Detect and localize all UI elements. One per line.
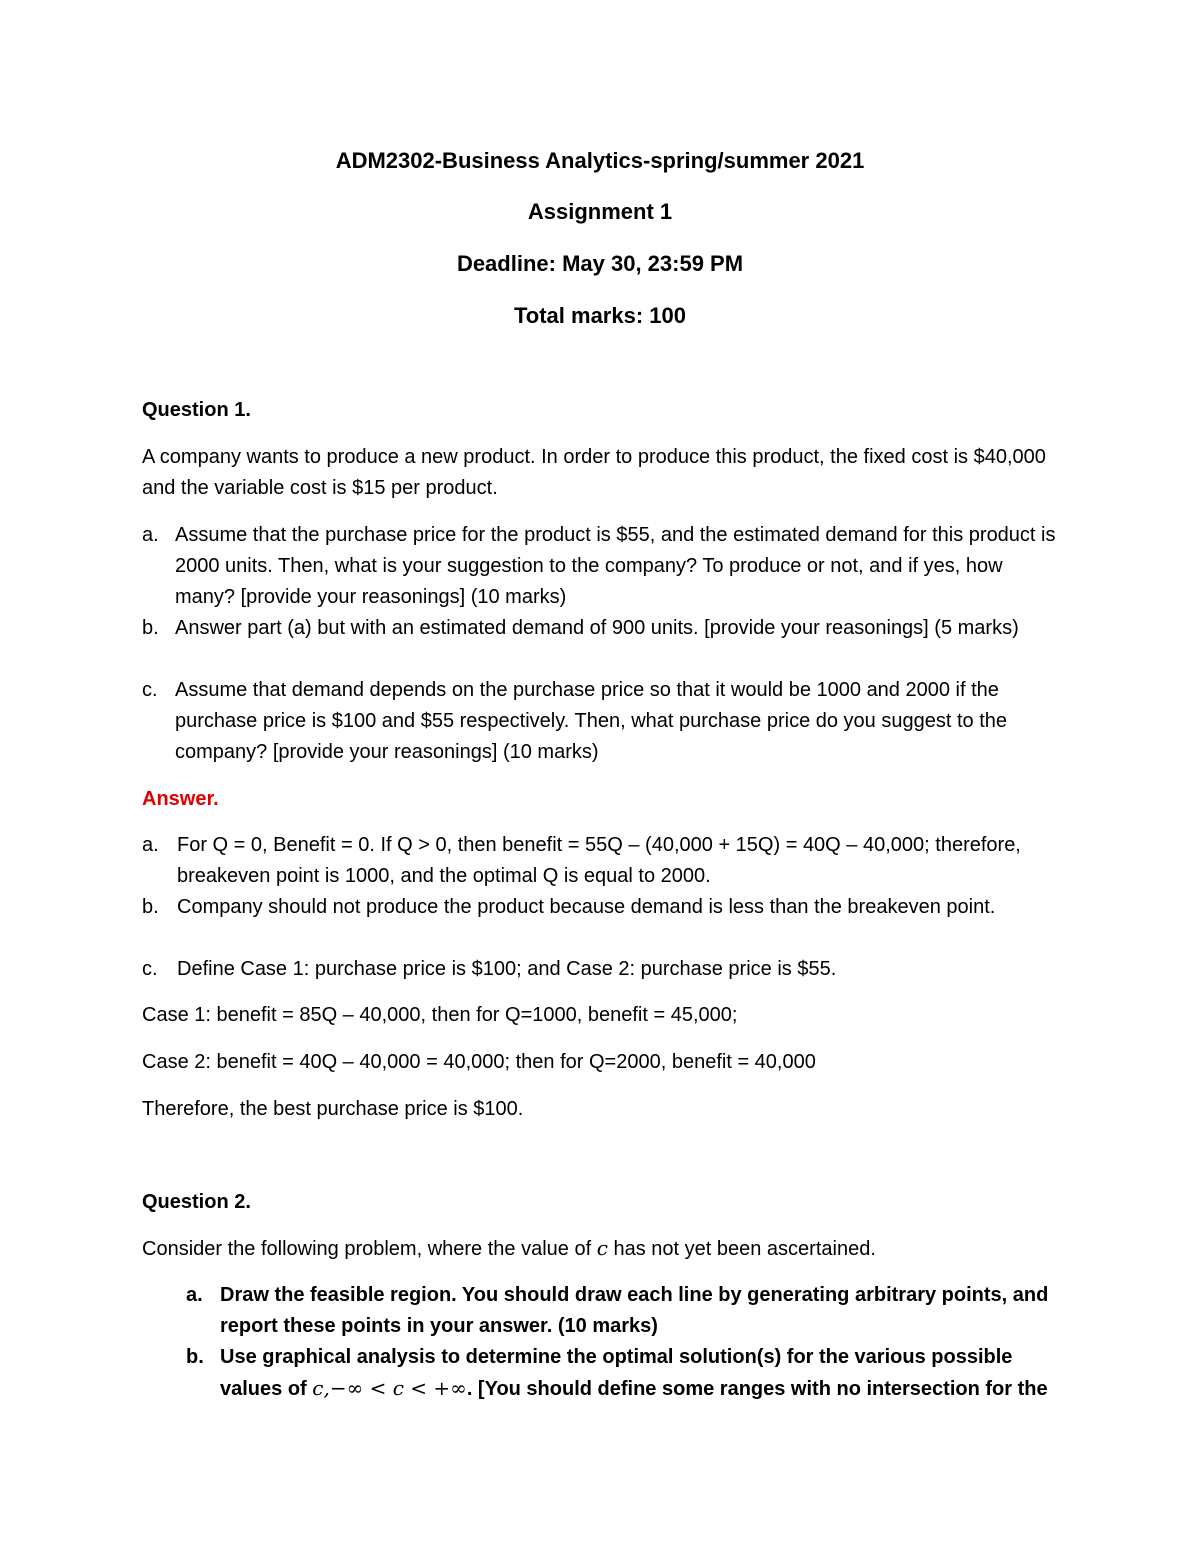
item-label: a. — [142, 524, 159, 546]
case-2-line: Case 2: benefit = 40Q – 40,000 = 40,000; then for Q=2000, benefit = 40,000 — [142, 1051, 816, 1073]
answer-item-a — [142, 830, 1042, 892]
question-2-item-a — [186, 1280, 1080, 1342]
case-1-line: Case 1: benefit = 85Q – 40,000, then for Q=1000, benefit = 45,000; — [142, 1004, 738, 1026]
answer-heading: Answer. — [142, 788, 219, 810]
answer-label: a. — [142, 834, 159, 856]
question-2-intro — [142, 1233, 1072, 1265]
math-range: c,−∞ < c < +∞ — [312, 1376, 467, 1400]
question-2-heading: Question 2. — [142, 1191, 251, 1213]
answer-text: Define Case 1: purchase price is $100; and Case 2: purchase price is $55. — [177, 958, 837, 980]
assignment-title: Assignment 1 — [527, 199, 673, 224]
course-title: ADM2302-Business Analytics-spring/summer 2021 — [335, 148, 865, 173]
conclusion-line: Therefore, the best purchase price is $100. — [142, 1098, 524, 1120]
answer-text: Company should not produce the product because demand is less than the breakeven point. — [177, 896, 996, 918]
question-1-item-a — [142, 520, 1065, 613]
item-text: Assume that demand depends on the purchase price so that it would be 1000 and 2000 if the purchase price is $100 and $55 respectively. Then, what purchase price do you suggest to the company? [provide your reasonings] (10 marks) — [175, 679, 1007, 763]
item-text-before: Use graphical analysis to determine the optimal solution(s) for the various possible values of — [220, 1346, 1013, 1400]
answer-item-c — [142, 954, 1042, 985]
question-2-item-b — [186, 1342, 1080, 1405]
item-label: c. — [142, 679, 158, 701]
total-marks: Total marks: 100 — [513, 303, 686, 328]
item-text: Draw the feasible region. You should draw each line by generating arbitrary points, and report these points in your answer. (10 marks) — [220, 1284, 1049, 1337]
answer-item-b — [142, 892, 1042, 923]
question-1-item-c — [142, 675, 1065, 768]
question-1-intro: A company wants to produce a new product. In order to produce this product, the fixed cost is $40,000 and the variable cost is $15 per product. — [142, 446, 1046, 499]
intro-before: Consider the following problem, where the value of — [142, 1238, 592, 1260]
item-label: b. — [142, 617, 159, 639]
question-1-heading: Question 1. — [142, 399, 251, 421]
variable-c: c — [596, 1236, 608, 1260]
answer-label: c. — [142, 958, 158, 980]
question-1-item-b — [142, 613, 1065, 644]
item-text: Assume that the purchase price for the product is $55, and the estimated demand for this product is 2000 units. Then, what is your suggestion to the company? To produce or not, and if yes, how many? [provide your reasonings] (10 marks) — [175, 524, 1056, 608]
intro-after: has not yet been ascertained. — [613, 1238, 876, 1260]
deadline: Deadline: May 30, 23:59 PM — [456, 251, 744, 276]
answer-text: For Q = 0, Benefit = 0. If Q > 0, then benefit = 55Q – (40,000 + 15Q) = 40Q – 40,000; therefore, breakeven point is 1000, and the optimal Q is equal to 2000. — [177, 834, 1021, 887]
item-label: b. — [186, 1346, 204, 1368]
item-text-after: . [You should define some ranges with no intersection for the — [466, 1378, 1048, 1400]
answer-label: b. — [142, 896, 159, 918]
item-text: Answer part (a) but with an estimated demand of 900 units. [provide your reasonings] (5 marks) — [175, 617, 1019, 639]
item-label: a. — [186, 1284, 203, 1306]
